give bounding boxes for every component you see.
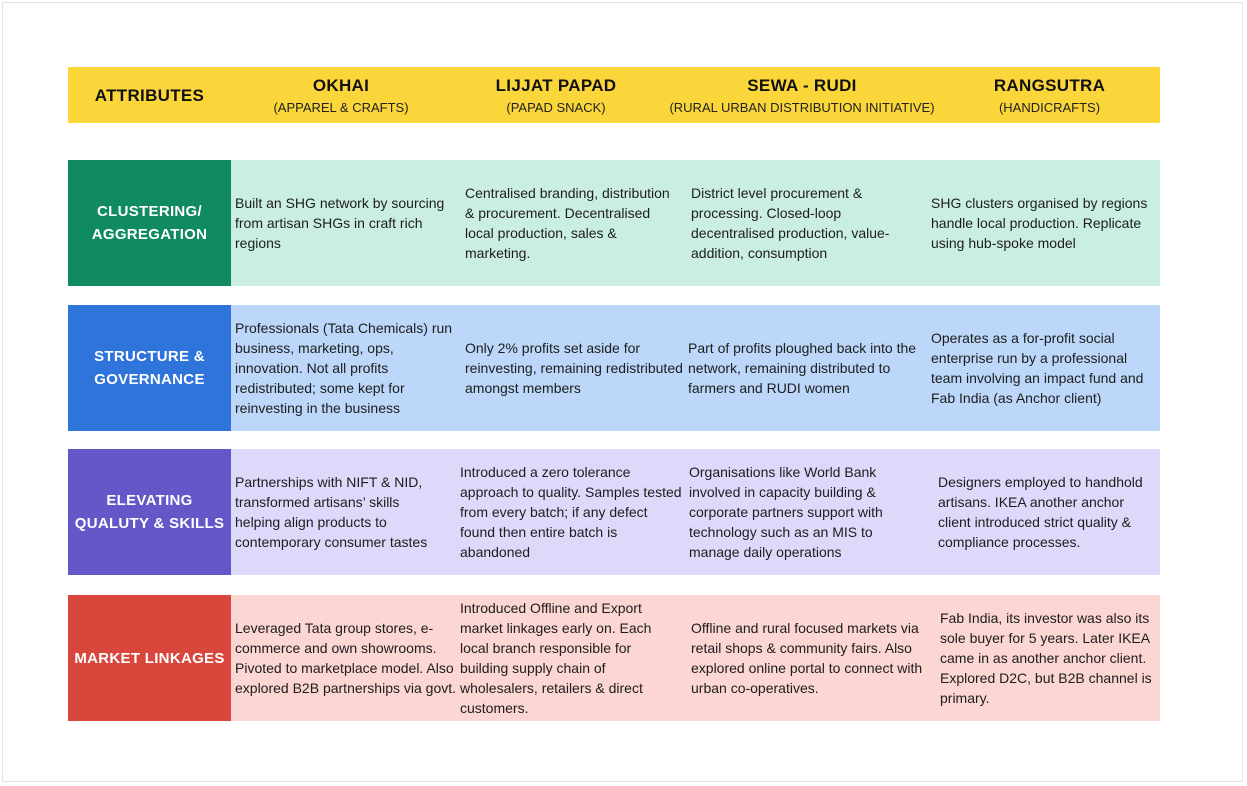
header-rangsutra — [943, 67, 1156, 123]
row-label: CLUSTERING/ AGGREGATION — [68, 160, 231, 286]
header-lijjat-papad — [451, 67, 661, 123]
table-cell: Professionals (Tata Chemicals) run business, marketing, ops, innovation. Not all profits redistributed; some kept for reinvesting in the business — [235, 320, 453, 416]
row-label: MARKET LINKAGES — [68, 595, 231, 721]
row-market — [68, 595, 1160, 721]
table-cell: Centralised branding, distribution & procurement. Decentralised local production, sales & marketing. — [465, 185, 670, 261]
table-cell: Introduced Offline and Export market linkages early on. Each local branch responsible for building supply chain of wholesalers, retailers & direct customers. — [460, 600, 652, 716]
table-cell: SHG clusters organised by regions handle local production. Replicate using hub-spoke model — [931, 195, 1148, 251]
table-header — [68, 67, 1160, 123]
header-sewa-rudi — [661, 67, 943, 123]
row-clustering — [68, 160, 1160, 286]
table-cell: Introduced a zero tolerance approach to quality. Samples tested from every batch; if any defect found then entire batch is abandoned — [460, 464, 682, 560]
header-subtitle: (APPAREL & CRAFTS) — [273, 100, 409, 115]
header-subtitle: (RURAL URBAN DISTRIBUTION INITIATIVE) — [669, 100, 935, 115]
row-label: STRUCTURE & GOVERNANCE — [68, 305, 231, 431]
header-title: RANGSUTRA — [993, 76, 1106, 95]
header-attributes-label: ATTRIBUTES — [94, 86, 205, 105]
header-subtitle: (PAPAD SNACK) — [506, 100, 606, 115]
table-cell: Offline and rural focused markets via retail shops & community fairs. Also explored online portal to connect with urban co-operatives. — [691, 620, 923, 696]
table-cell: Only 2% profits set aside for reinvesting, remaining redistributed amongst members — [465, 340, 683, 396]
table-cell: Organisations like World Bank involved in capacity building & corporate partners support with technology such as an MIS to manage daily operations — [689, 464, 883, 560]
header-title: SEWA - RUDI — [747, 76, 857, 95]
table-cell: Leveraged Tata group stores, e-commerce and own showrooms. Pivoted to marketplace model. Also explored B2B partnerships via govt. — [235, 620, 457, 696]
header-title: OKHAI — [312, 76, 370, 95]
table-cell: Partnerships with NIFT & NID, transformed artisans’ skills helping align products to contemporary consumer tastes — [235, 474, 428, 550]
header-title: LIJJAT PAPAD — [495, 76, 617, 95]
table-cell: District level procurement & processing. Closed-loop decentralised production, value-addition, consumption — [691, 185, 890, 261]
table-cell: Built an SHG network by sourcing from artisan SHGs in craft rich regions — [235, 195, 445, 251]
table-cell: Designers employed to handhold artisans. IKEA another anchor client introduced strict quality & compliance processes. — [938, 474, 1143, 550]
header-attributes — [68, 67, 231, 123]
table-cell: Operates as a for-profit social enterprise run by a professional team involving an impact fund and Fab India (as Anchor client) — [931, 330, 1144, 406]
row-label: ELEVATING QUALUTY & SKILLS — [68, 449, 231, 575]
header-subtitle: (HANDICRAFTS) — [998, 100, 1101, 115]
row-structure — [68, 305, 1160, 431]
table-cell: Fab India, its investor was also its sole buyer for 5 years. Later IKEA came in as another anchor client. Explored D2C, but B2B channel is primary. — [940, 610, 1152, 706]
table-cell: Part of profits ploughed back into the network, remaining distributed to farmers and RUDI women — [688, 340, 917, 396]
header-okhai — [231, 67, 451, 123]
row-quality — [68, 449, 1160, 575]
